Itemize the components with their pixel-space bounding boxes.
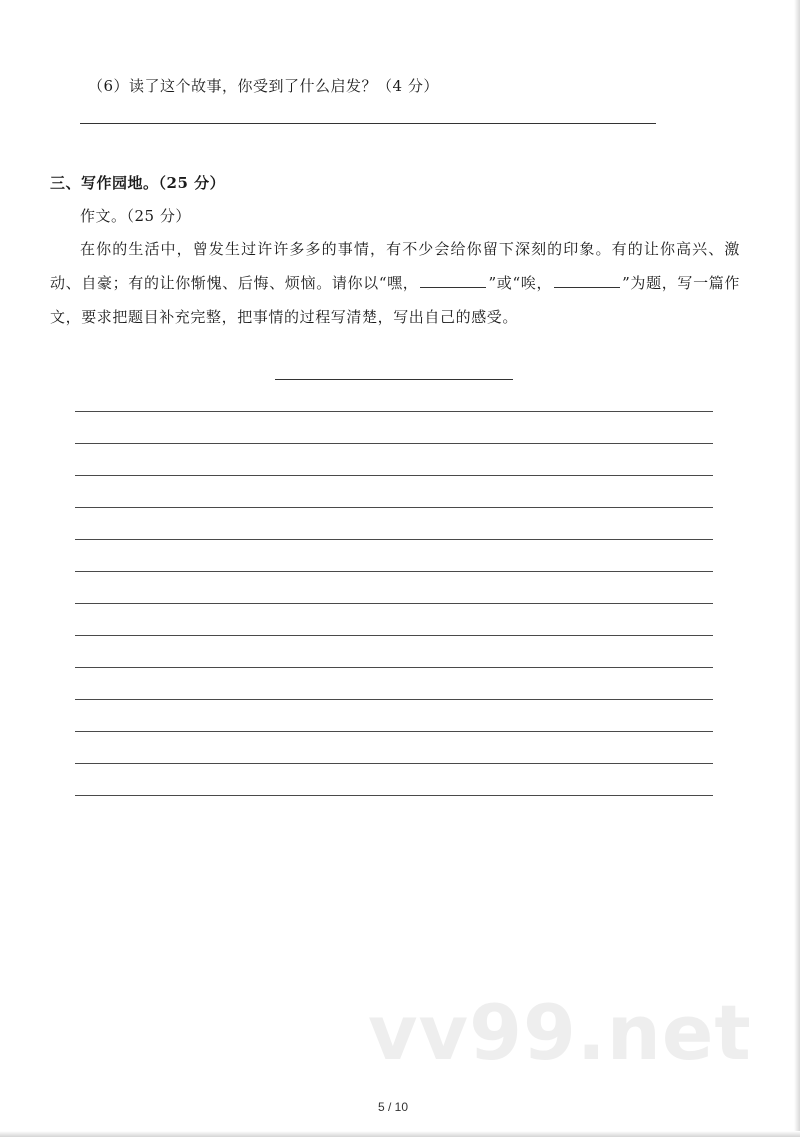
- watermark: vv99.net: [368, 988, 752, 1077]
- writing-line[interactable]: [75, 699, 713, 700]
- prompt-text-3: ”为题，写一篇作文，要求把题目补充完整，把事情的过程写清楚，写出自己的感受。: [50, 274, 740, 326]
- writing-line[interactable]: [75, 475, 713, 476]
- page-number: 5 / 10: [377, 1100, 409, 1114]
- writing-line[interactable]: [75, 763, 713, 764]
- page-edge-right: [794, 0, 800, 1137]
- prompt-text-2: ”或“唉，: [488, 274, 553, 292]
- section-title: 三、写作园地。（25 分）: [50, 174, 226, 192]
- title-blank-2[interactable]: [554, 273, 620, 288]
- page-edge-bottom: [0, 1131, 800, 1137]
- title-blank-1[interactable]: [420, 273, 486, 288]
- question-6: （6）读了这个故事，你受到了什么启发？（4 分）: [88, 77, 439, 95]
- writing-line[interactable]: [75, 443, 713, 444]
- essay-subtitle: 作文。（25 分）: [80, 207, 191, 225]
- writing-line[interactable]: [75, 667, 713, 668]
- writing-line[interactable]: [75, 603, 713, 604]
- writing-line[interactable]: [75, 411, 713, 412]
- prompt-text-1: 在你的生活中，曾发生过许许多多的事情，有不少会给你留下深刻的印象。有的让你高兴、激动、自豪；有的让你惭愧、后悔、烦恼。请你以“嘿，: [50, 240, 740, 292]
- writing-line[interactable]: [75, 539, 713, 540]
- writing-line[interactable]: [75, 731, 713, 732]
- writing-line[interactable]: [75, 571, 713, 572]
- essay-title-line[interactable]: [275, 379, 513, 380]
- essay-prompt: [50, 232, 740, 334]
- writing-line[interactable]: [75, 795, 713, 796]
- answer-line[interactable]: [80, 123, 656, 124]
- writing-line[interactable]: [75, 635, 713, 636]
- writing-line[interactable]: [75, 507, 713, 508]
